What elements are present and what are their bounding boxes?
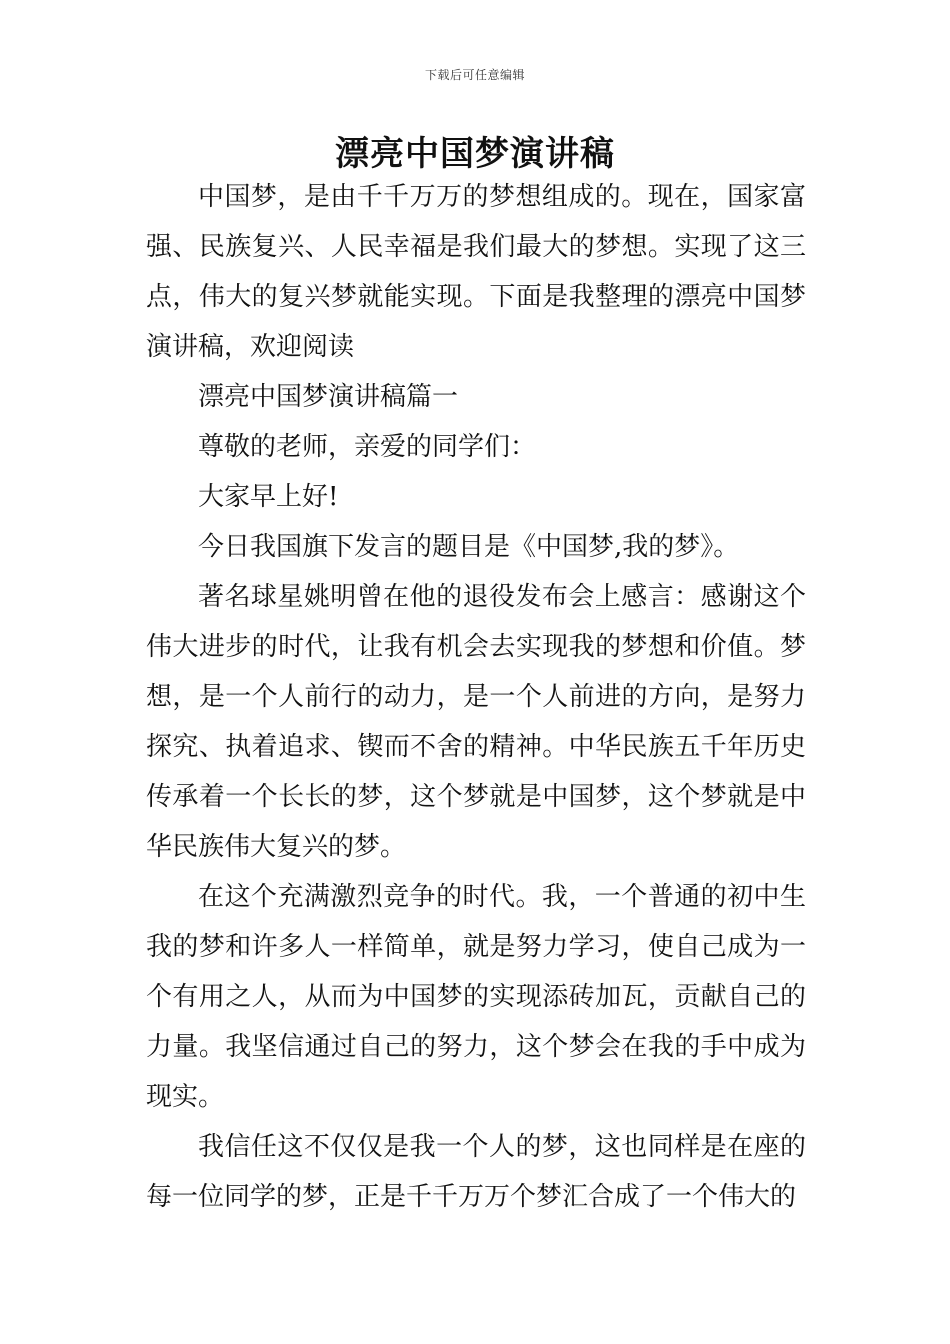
header-note: 下载后可任意编辑 xyxy=(424,68,525,82)
paragraph-my-dream: 在这个充满激烈竞争的时代。我，一个普通的初中生我的梦和许多人一样简单，就是努力学习，使自己成为一个有用之人，从而为中国梦的实现添砖加瓦，贡献自己的力量。我坚信通过自己的努力，这个梦会在我的手中成为现实。 xyxy=(146,882,806,1112)
paragraph-shared-dream: 我信任这不仅仅是我一个人的梦，这也同样是在座的每一位同学的梦，正是千千万万个梦汇合成了一个伟大的 xyxy=(146,1132,806,1212)
paragraph-greeting: 大家早上好! xyxy=(198,482,339,512)
document-title: 漂亮中国梦演讲稿 xyxy=(335,134,615,174)
paragraph-topic: 今日我国旗下发言的题目是《中国梦,我的梦》。 xyxy=(198,532,740,562)
paragraph-intro: 中国梦，是由千千万万的梦想组成的。现在，国家富强、民族复兴、人民幸福是我们最大的梦想。实现了这三点，伟大的复兴梦就能实现。下面是我整理的漂亮中国梦演讲稿，欢迎阅读 xyxy=(146,182,806,362)
paragraph-salutation: 尊敬的老师，亲爱的同学们： xyxy=(198,432,537,462)
paragraph-section-heading: 漂亮中国梦演讲稿篇一 xyxy=(198,382,459,412)
document-body xyxy=(146,172,806,1222)
paragraph-yao-ming: 著名球星姚明曾在他的退役发布会上感言：感谢这个伟大进步的时代，让我有机会去实现我的梦想和价值。梦想，是一个人前行的动力，是一个人前进的方向，是努力探究、执着追求、锲而不舍的精神。中华民族五千年历史传承着一个长长的梦，这个梦就是中国梦，这个梦就是中华民族伟大复兴的梦。 xyxy=(146,582,806,862)
